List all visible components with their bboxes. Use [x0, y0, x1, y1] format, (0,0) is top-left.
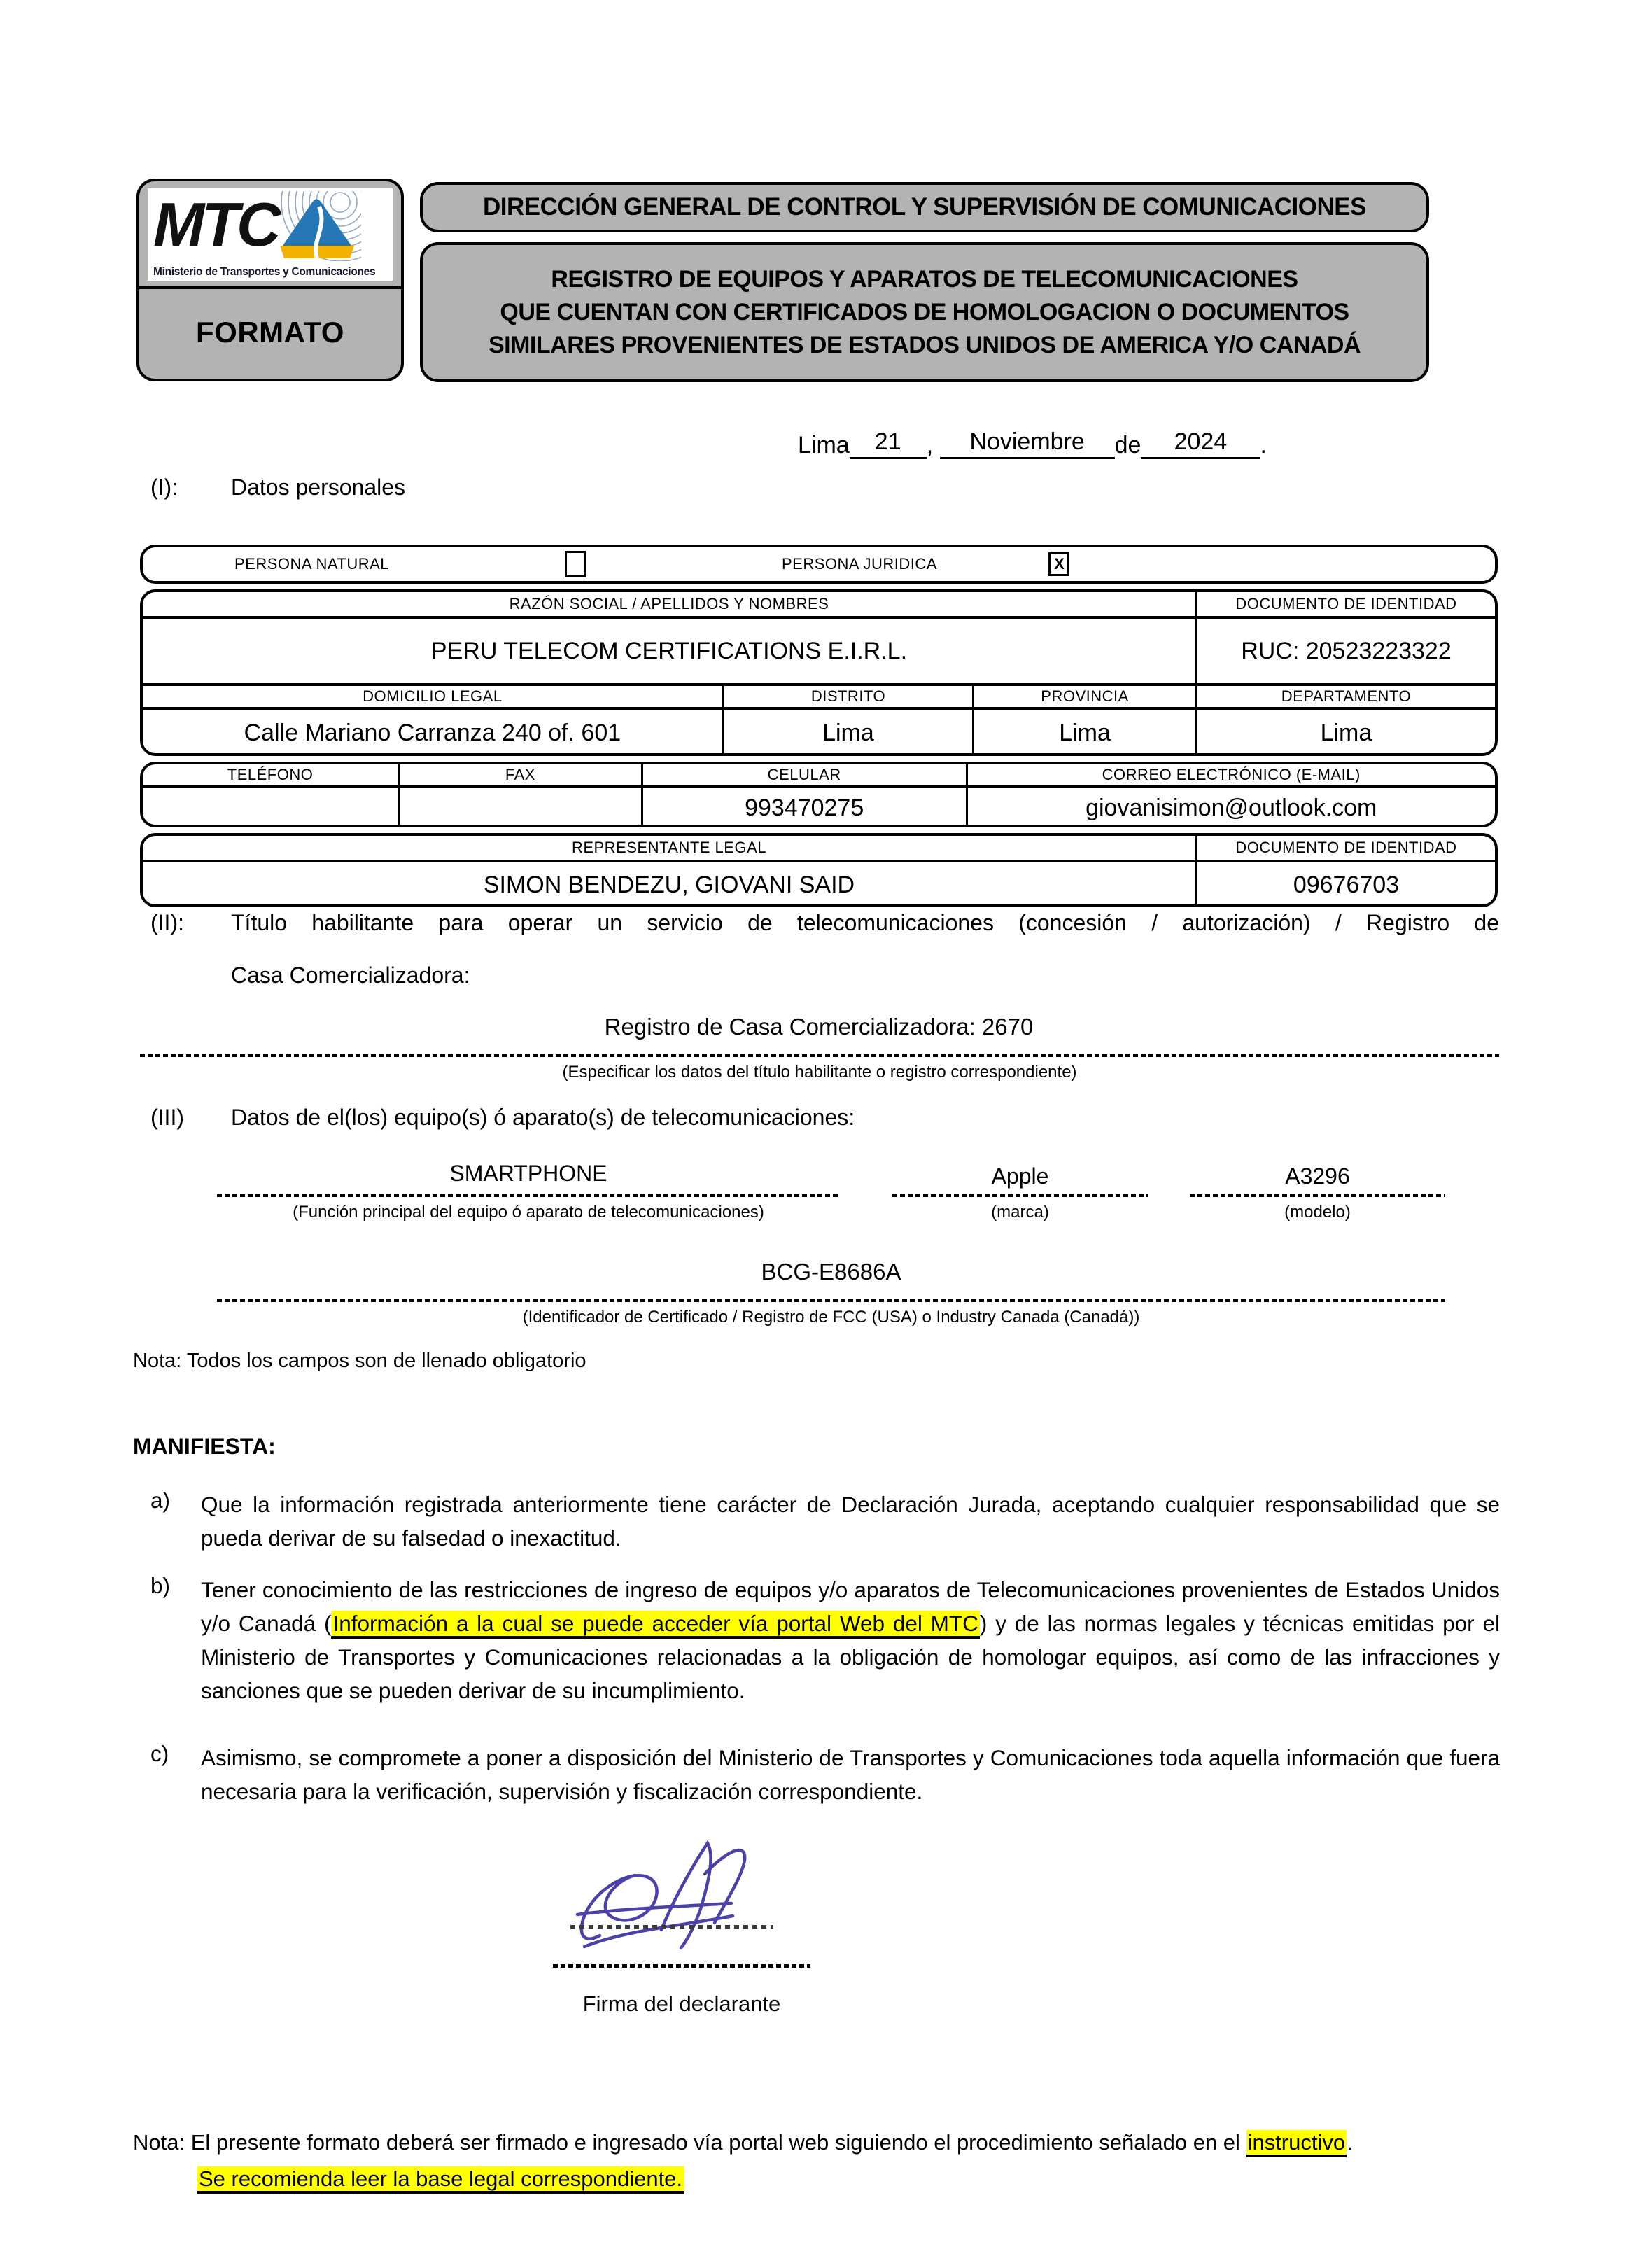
signature-rule [553, 1964, 810, 1968]
provincia-value: Lima [974, 710, 1197, 756]
item-b-pre: Tener conocimiento de las restricciones de ingreso de equipos y/o aparatos de Telecomunicaciones provenientes de Estados Unidos y/o Canadá ( [201, 1577, 1500, 1636]
header-subtitle-line1: REGISTRO DE EQUIPOS Y APARATOS DE TELECOMUNICACIONES [551, 265, 1298, 293]
celular-header: CELULAR [643, 764, 968, 788]
date-de: de [1114, 432, 1141, 458]
section3-title: Datos de el(los) equipo(s) ó aparato(s) de telecomunicaciones: [231, 1105, 855, 1130]
representante-value: SIMON BENDEZU, GIOVANI SAID [143, 862, 1197, 907]
marca-rule [892, 1194, 1148, 1197]
persona-juridica-checkbox-wrap [1048, 547, 1495, 581]
funcion-rule [217, 1194, 840, 1197]
section2-hint: (Especificar los datos del título habilitante o registro correspondiente) [562, 1063, 1077, 1082]
header-subtitle-line3: SIMILARES PROVENIENTES DE ESTADOS UNIDOS DE AMERICA Y/O CANADÁ [488, 331, 1361, 358]
section1-label: (I): [150, 475, 178, 500]
marca-hint: (marca) [991, 1203, 1049, 1222]
persona-type-row [140, 545, 1498, 584]
modelo-rule [1190, 1194, 1445, 1197]
date-line [798, 428, 1267, 459]
departamento-header: DEPARTAMENTO [1197, 686, 1495, 710]
persona-natural-checkbox-wrap [481, 547, 670, 581]
item-a-label: a) [150, 1488, 171, 1513]
correo-value: giovanisimon@outlook.com [1086, 794, 1377, 821]
equipo-modelo-value: A3296 [1285, 1163, 1350, 1189]
certificado-value: BCG-E8686A [761, 1259, 901, 1284]
footer-after: . [1347, 2130, 1353, 2155]
fax-header: FAX [400, 764, 643, 788]
header-title: DIRECCIÓN GENERAL DE CONTROL Y SUPERVISIÓN DE COMUNICACIONES [483, 193, 1366, 220]
manifiesta-title: MANIFIESTA: [133, 1434, 276, 1459]
mtc-logo-panel [148, 188, 393, 281]
persona-natural-checkbox [565, 551, 586, 578]
nota-campos: Nota: Todos los campos son de llenado obligatorio [133, 1350, 586, 1372]
mtc-ministry-label: Ministerio de Transportes y Comunicaciones [153, 266, 376, 278]
section2-text-line2: Casa Comercializadora: [231, 962, 470, 988]
persona-juridica-label: PERSONA JURIDICA [781, 555, 937, 573]
equipo-marca-value: Apple [991, 1163, 1049, 1189]
header-title-box [420, 182, 1429, 232]
date-month-field: Noviembre [940, 428, 1115, 459]
item-a-text: Que la información registrada anteriormente tiene carácter de Declaración Jurada, aceptando cualquier responsabilidad que se pueda derivar de su falsedad o inexactitud. [201, 1492, 1500, 1550]
date-city: Lima [798, 432, 850, 458]
domicilio-value: Calle Mariano Carranza 240 of. 601 [143, 710, 724, 756]
doc-identidad-header: DOCUMENTO DE IDENTIDAD [1197, 592, 1495, 619]
section2-label: (II): [150, 910, 184, 935]
departamento-value: Lima [1320, 719, 1372, 746]
doc-identidad2-header: DOCUMENTO DE IDENTIDAD [1197, 836, 1495, 862]
section2-rule [140, 1054, 1499, 1057]
modelo-hint: (modelo) [1284, 1203, 1351, 1222]
domicilio-header: DOMICILIO LEGAL [143, 686, 724, 710]
mtc-logo-box [136, 178, 404, 382]
mtc-road-icon [279, 191, 361, 265]
item-b-text [201, 1573, 1500, 1707]
footer-note [133, 2124, 1505, 2197]
item-c-label: c) [150, 1741, 169, 1766]
contact-table [140, 762, 1498, 827]
funcion-hint: (Función principal del equipo ó aparato de telecomunicaciones) [293, 1203, 764, 1222]
certificado-hint: (Identificador de Certificado / Registro de FCC (USA) o Industry Canada (Canadá)) [522, 1308, 1140, 1326]
celular-value: 993470275 [643, 788, 968, 827]
identity-table [140, 589, 1498, 756]
mtc-logo-text: MTC [153, 190, 279, 259]
fax-value [400, 788, 643, 827]
date-comma: , [926, 432, 934, 458]
persona-juridica-checkbox: X [1048, 552, 1069, 576]
signature-label: Firma del declarante [582, 1991, 781, 2016]
doc-identidad-value: RUC: 20523223322 [1241, 637, 1452, 664]
footer-highlight-instructivo: instructivo [1246, 2130, 1347, 2157]
item-b-highlight: Información a la cual se puede acceder vía portal Web del MTC [331, 1611, 979, 1639]
razon-social-value: PERU TELECOM CERTIFICATIONS E.I.R.L. [143, 619, 1197, 683]
equipo-funcion-value: SMARTPHONE [449, 1161, 607, 1186]
date-year-field: 2024 [1141, 428, 1260, 459]
registro-casa-comercializadora-value: Registro de Casa Comercializadora: 2670 [604, 1014, 1034, 1040]
section3-label: (III) [150, 1105, 184, 1130]
footer-highlight-base-legal: Se recomienda leer la base legal correspondiente. [197, 2166, 684, 2194]
header-subtitle-line2: QUE CUENTAN CON CERTIFICADOS DE HOMOLOGACION O DOCUMENTOS [500, 298, 1349, 326]
section2-text-line1: Título habilitante para operar un servicio de telecomunicaciones (concesión / autorización) / Registro de [231, 910, 1499, 935]
signature-image [556, 1830, 815, 1963]
persona-natural-label: PERSONA NATURAL [234, 555, 390, 573]
footer-pre: Nota: El presente formato deberá ser firmado e ingresado vía portal web siguiendo el procedimiento señalado en el [133, 2130, 1246, 2155]
footer-line1 [133, 2124, 1505, 2161]
item-b-label: b) [150, 1573, 171, 1598]
representative-table [140, 833, 1498, 907]
section1-title: Datos personales [231, 475, 406, 500]
telefono-value [143, 788, 400, 827]
representante-header: REPRESENTANTE LEGAL [143, 836, 1197, 862]
doc-identidad2-value: 09676703 [1293, 871, 1400, 898]
correo-header: CORREO ELECTRÓNICO (E-MAIL) [968, 764, 1495, 788]
date-period: . [1260, 432, 1267, 458]
item-c-text: Asimismo, se compromete a poner a disposición del Ministerio de Transportes y Comunicaciones toda aquella información que fuera necesaria para la verificación, supervisión y fiscalización correspondiente. [201, 1745, 1500, 1804]
formato-label: FORMATO [196, 316, 344, 349]
footer-line2 [197, 2161, 1505, 2197]
date-day-field: 21 [850, 428, 927, 459]
distrito-header: DISTRITO [724, 686, 974, 710]
item-b-post: ) y de las normas legales y técnicas emitidas por el Ministerio de Transportes y Comunicaciones relacionadas a la obligación de homologar equipos, así como de las infracciones y sanciones que se pueden derivar de su incumplimiento. [201, 1611, 1500, 1703]
provincia-header: PROVINCIA [974, 686, 1197, 710]
telefono-header: TELÉFONO [143, 764, 400, 788]
razon-social-header: RAZÓN SOCIAL / APELLIDOS Y NOMBRES [143, 592, 1197, 619]
distrito-value: Lima [724, 710, 974, 756]
certificado-rule [217, 1299, 1445, 1302]
header-subtitle-box [420, 242, 1429, 382]
